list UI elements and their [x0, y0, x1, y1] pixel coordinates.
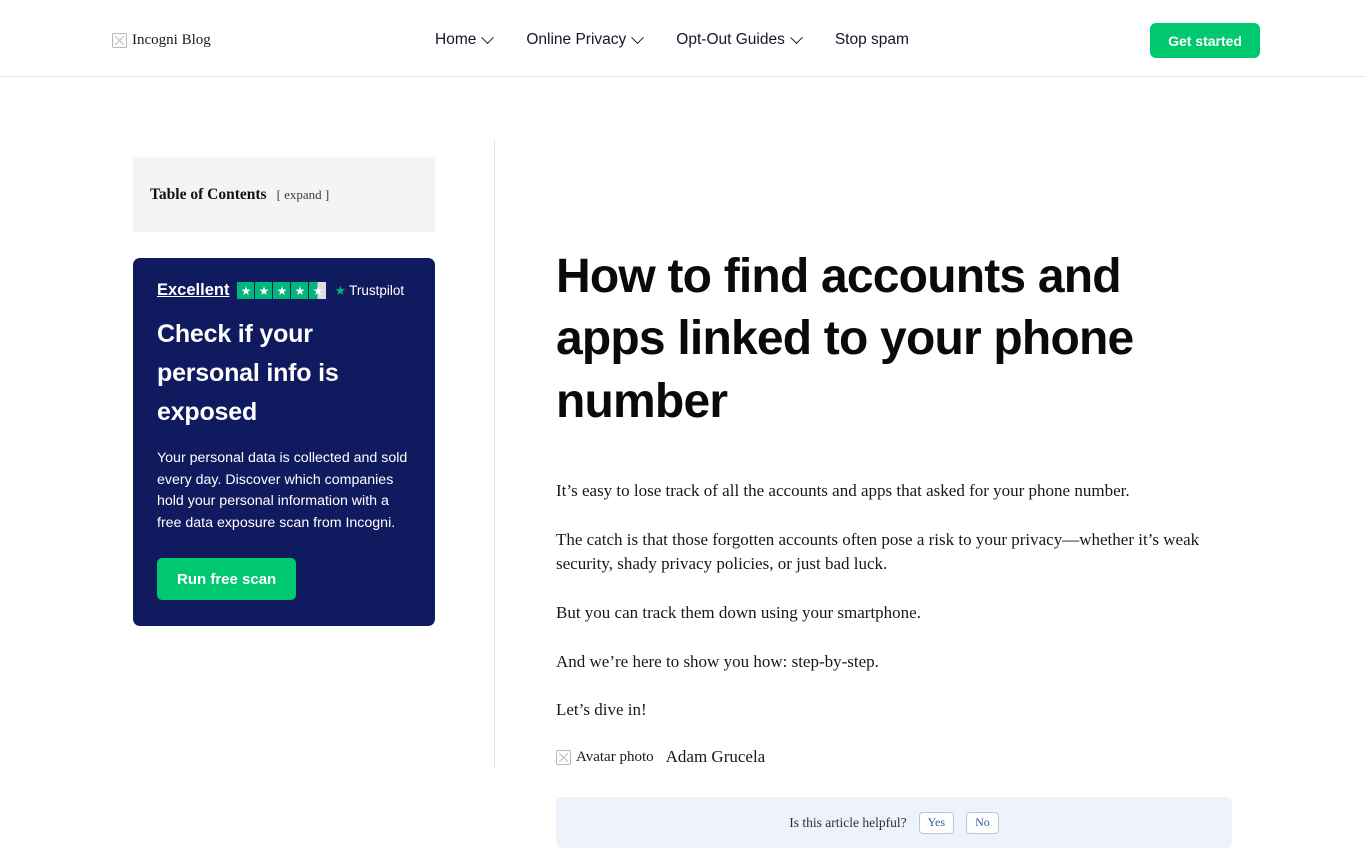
avatar-alt-text: Avatar photo	[576, 748, 654, 765]
avatar	[556, 749, 654, 766]
page-title: How to find accounts and apps linked to your phone number	[556, 250, 1134, 428]
broken-image-icon	[112, 33, 127, 48]
star-icon: ★	[273, 282, 290, 299]
star-icon: ★	[237, 282, 254, 299]
star-icon: ★	[255, 282, 272, 299]
chevron-down-icon	[790, 31, 803, 44]
article-paragraph: Let’s dive in!	[556, 700, 647, 720]
star-half-icon: ★	[309, 282, 326, 299]
nav-item-online-privacy[interactable]	[526, 28, 660, 52]
table-of-contents	[133, 157, 435, 232]
star-icon: ★	[291, 282, 308, 299]
star-rating	[237, 282, 326, 299]
trustpilot-rating	[157, 281, 411, 300]
content-divider	[494, 139, 495, 768]
trustpilot-star-icon: ★	[334, 282, 347, 298]
promo-heading: Check if your personal info is exposed	[157, 320, 339, 426]
nav-item-home[interactable]	[435, 28, 510, 52]
chevron-down-icon	[631, 31, 644, 44]
rating-word: Excellent	[157, 281, 230, 299]
nav-item-label: Stop spam	[834, 31, 909, 48]
site-header	[0, 0, 1366, 77]
logo-broken-image	[112, 32, 211, 49]
page-body	[0, 77, 1366, 830]
main-navigation	[435, 28, 909, 52]
author-byline	[556, 747, 1256, 767]
run-free-scan-button[interactable]: Run free scan	[157, 558, 296, 600]
article	[556, 157, 1256, 848]
article-paragraph: But you can track them down using your smartphone.	[556, 603, 921, 623]
author-name: Adam Grucela	[665, 747, 766, 767]
feedback-question: Is this article helpful?	[789, 814, 907, 830]
promo-body: Your personal data is collected and sold every day. Discover which companies hold your personal information with a free data exposure scan from Incogni.	[157, 450, 408, 531]
site-logo[interactable]	[112, 32, 211, 49]
logo-alt-text: Incogni Blog	[132, 32, 211, 48]
nav-item-opt-out-guides[interactable]	[676, 28, 819, 52]
toc-title: Table of Contents	[150, 185, 267, 203]
article-paragraph: It’s easy to lose track of all the accounts and apps that asked for your phone number.	[556, 481, 1130, 501]
article-paragraph: And we’re here to show you how: step-by-step.	[556, 651, 879, 671]
trustpilot-label: Trustpilot	[349, 283, 405, 298]
promo-card	[133, 258, 435, 626]
feedback-no-button[interactable]: No	[966, 812, 999, 834]
trustpilot-logo	[334, 283, 404, 299]
article-paragraph: The catch is that those forgotten accounts often pose a risk to your privacy—whether it’s weak security, shady privacy policies, or just bad luck.	[556, 529, 1200, 574]
sidebar	[133, 157, 435, 626]
nav-item-label: Home	[435, 31, 477, 48]
nav-item-label: Online Privacy	[526, 31, 627, 48]
toc-expand-toggle[interactable]: [ expand ]	[276, 186, 330, 202]
feedback-yes-button[interactable]: Yes	[919, 812, 954, 834]
nav-item-stop-spam[interactable]	[835, 28, 909, 52]
article-feedback	[556, 797, 1232, 848]
chevron-down-icon	[481, 31, 494, 44]
nav-item-label: Opt-Out Guides	[676, 31, 785, 48]
get-started-button[interactable]: Get started	[1150, 23, 1260, 58]
broken-image-icon	[556, 750, 571, 765]
